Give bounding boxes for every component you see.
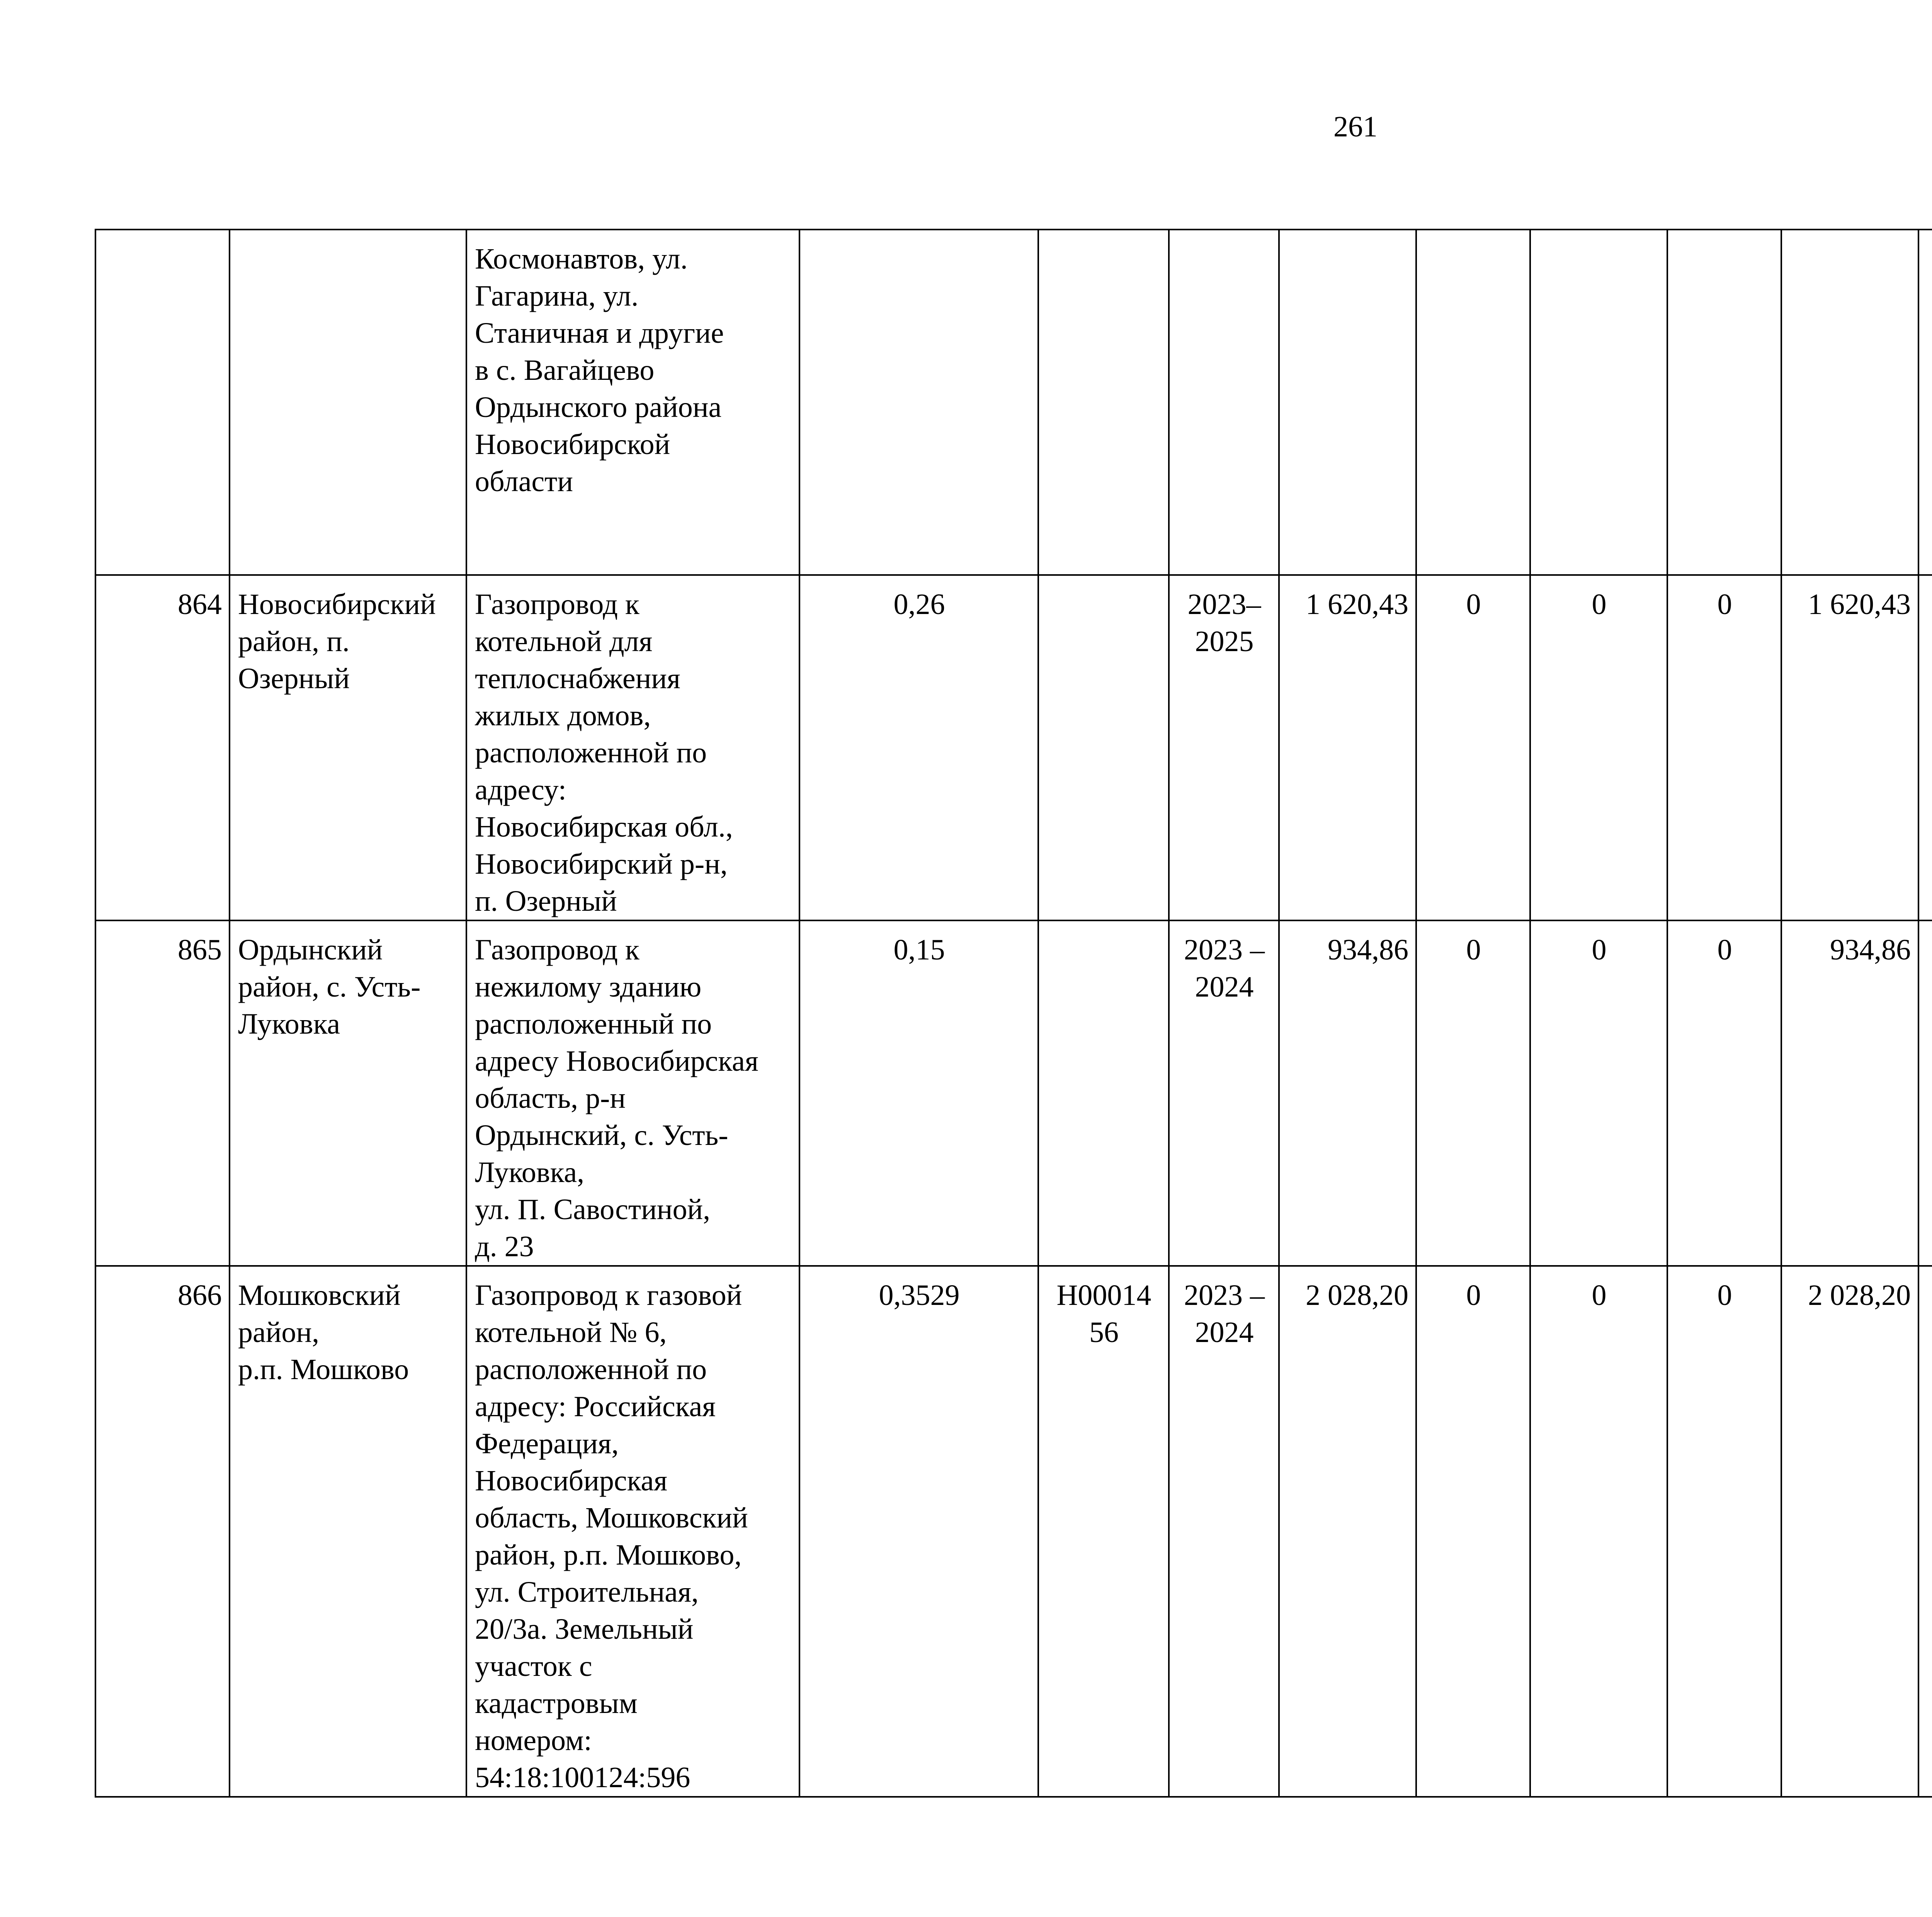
cell-num: 865 xyxy=(95,920,230,1266)
cell-line: Ордынский, с. Усть- xyxy=(475,1119,728,1152)
cell-line xyxy=(1927,586,1932,623)
cell-v1: 0 xyxy=(1416,575,1530,920)
cell-line: 2025 xyxy=(1195,625,1254,658)
cell-line: район, р.п. Мошково, xyxy=(475,1539,742,1571)
cell-line: расположенный по xyxy=(475,1008,712,1040)
cell-line: Газопровод к xyxy=(475,934,639,966)
cell-line xyxy=(1927,1314,1932,1351)
cell-total: 934,86 xyxy=(1279,920,1416,1266)
cell-line: 2023 – xyxy=(1184,1279,1265,1311)
cell-line: 2024 xyxy=(1195,1316,1254,1349)
cell-line: 2024 xyxy=(1195,971,1254,1003)
cell-line: Ордынского района xyxy=(475,391,722,424)
cell-line: Газопровод к газовой xyxy=(475,1279,742,1311)
cell-operator xyxy=(1918,920,1932,1266)
cell-line: Новосибирский xyxy=(238,588,436,621)
cell-line: участок с xyxy=(475,1650,592,1682)
cell-line: Газопровод к xyxy=(475,588,639,621)
cell-line xyxy=(1927,1277,1932,1314)
cell-total: 2 028,20 xyxy=(1279,1266,1416,1797)
cell-period xyxy=(1169,575,1279,920)
cell-v4 xyxy=(1781,230,1918,575)
cell-period xyxy=(1169,1266,1279,1797)
cell-line: 2023– xyxy=(1187,588,1261,621)
cell-v2 xyxy=(1530,230,1667,575)
cell-line: области xyxy=(475,465,573,498)
cell-line: котельной № 6, xyxy=(475,1316,667,1349)
cell-object xyxy=(466,920,799,1266)
cell-line: теплоснабжения xyxy=(475,662,680,695)
cell-code xyxy=(1038,230,1169,575)
cell-v1 xyxy=(1416,230,1530,575)
cell-line: район, п. xyxy=(238,625,350,658)
cell-line: 20/3а. Земельный xyxy=(475,1613,694,1645)
cell-line: ул. П. Савостиной, xyxy=(475,1193,711,1226)
cell-location xyxy=(230,230,466,575)
cell-line: 54:18:100124:596 xyxy=(475,1761,690,1794)
cell-line: расположенной по xyxy=(475,737,707,769)
cell-line xyxy=(1927,697,1932,734)
cell-line: Луковка xyxy=(238,1008,340,1040)
cell-line: область, Мошковский xyxy=(475,1502,748,1534)
cell-line: в с. Вагайцево xyxy=(475,354,655,386)
cell-length: 0,15 xyxy=(799,920,1038,1266)
cell-line: п. Озерный xyxy=(475,885,617,917)
cell-line: д. 23 xyxy=(475,1230,534,1263)
cell-v1: 0 xyxy=(1416,1266,1530,1797)
cell-line xyxy=(1927,968,1932,1005)
cell-v4: 1 620,43 xyxy=(1781,575,1918,920)
cell-line: район, с. Усть- xyxy=(238,971,421,1003)
cell-line: Ордынский xyxy=(238,934,383,966)
table-row xyxy=(95,1266,1932,1797)
cell-code xyxy=(1038,1266,1169,1797)
cell-line: Федерация, xyxy=(475,1427,619,1460)
cell-line: область, р-н xyxy=(475,1082,626,1114)
cell-length: 0,3529 xyxy=(799,1266,1038,1797)
cell-line: Гагарина, ул. xyxy=(475,280,639,312)
table-row xyxy=(95,575,1932,920)
cell-code xyxy=(1038,920,1169,1266)
cell-object xyxy=(466,230,799,575)
cell-line xyxy=(1927,1388,1932,1425)
cell-line: Новосибирской xyxy=(475,428,670,461)
cell-line: номером: xyxy=(475,1724,592,1757)
cell-line: р.п. Мошково xyxy=(238,1353,409,1386)
cell-line: нежилому зданию xyxy=(475,971,702,1003)
cell-line xyxy=(1927,240,1932,277)
cell-v3: 0 xyxy=(1667,1266,1781,1797)
cell-line: адресу Новосибирская xyxy=(475,1045,759,1077)
cell-v3: 0 xyxy=(1667,575,1781,920)
cell-v2: 0 xyxy=(1530,575,1667,920)
cell-v4: 2 028,20 xyxy=(1781,1266,1918,1797)
cell-line: адресу: xyxy=(475,774,566,806)
cell-total: 1 620,43 xyxy=(1279,575,1416,920)
cell-v2: 0 xyxy=(1530,920,1667,1266)
cell-line xyxy=(1927,660,1932,697)
cell-line: Новосибирская xyxy=(475,1465,668,1497)
cell-line: Новосибирская обл., xyxy=(475,811,733,843)
cell-period xyxy=(1169,920,1279,1266)
cell-operator xyxy=(1918,230,1932,575)
table-body xyxy=(95,230,1932,1797)
cell-line: Космонавтов, ул. xyxy=(475,243,688,275)
cell-line: кадастровым xyxy=(475,1687,638,1720)
cell-line: адресу: Российская xyxy=(475,1390,716,1423)
cell-line xyxy=(1927,1351,1932,1388)
cell-line: котельной для xyxy=(475,625,653,658)
cell-location xyxy=(230,920,466,1266)
cell-line xyxy=(1927,931,1932,968)
cell-code xyxy=(1038,575,1169,920)
cell-line: Н00014 xyxy=(1056,1279,1151,1311)
cell-object xyxy=(466,1266,799,1797)
cell-num: 864 xyxy=(95,575,230,920)
cell-line: Станичная и другие xyxy=(475,317,724,349)
cell-length xyxy=(799,230,1038,575)
cell-line: расположенной по xyxy=(475,1353,707,1386)
cell-v1: 0 xyxy=(1416,920,1530,1266)
cell-num xyxy=(95,230,230,575)
cell-line: ул. Строительная, xyxy=(475,1576,699,1608)
cell-line: район, xyxy=(238,1316,320,1349)
cell-line: Озерный xyxy=(238,662,350,695)
cell-operator xyxy=(1918,575,1932,920)
cell-line: жилых домов, xyxy=(475,699,651,732)
cell-location xyxy=(230,1266,466,1797)
cell-operator xyxy=(1918,1266,1932,1797)
cell-num: 866 xyxy=(95,1266,230,1797)
cell-v3 xyxy=(1667,230,1781,575)
cell-period xyxy=(1169,230,1279,575)
cell-v4: 934,86 xyxy=(1781,920,1918,1266)
table-row-continuation xyxy=(95,230,1932,575)
cell-line: 2023 – xyxy=(1184,934,1265,966)
gasification-table xyxy=(95,229,1932,1798)
cell-location xyxy=(230,575,466,920)
cell-length: 0,26 xyxy=(799,575,1038,920)
cell-v3: 0 xyxy=(1667,920,1781,1266)
cell-total xyxy=(1279,230,1416,575)
table-row xyxy=(95,920,1932,1266)
cell-v2: 0 xyxy=(1530,1266,1667,1797)
cell-line: Новосибирский р-н, xyxy=(475,848,728,880)
cell-line: 56 xyxy=(1089,1316,1119,1349)
cell-line xyxy=(1927,1043,1932,1080)
cell-line xyxy=(1927,1005,1932,1043)
cell-line xyxy=(1927,623,1932,660)
cell-object xyxy=(466,575,799,920)
cell-line: Луковка, xyxy=(475,1156,585,1189)
cell-line: Мошковский xyxy=(238,1279,401,1311)
page-number: 261 xyxy=(1333,111,1378,143)
